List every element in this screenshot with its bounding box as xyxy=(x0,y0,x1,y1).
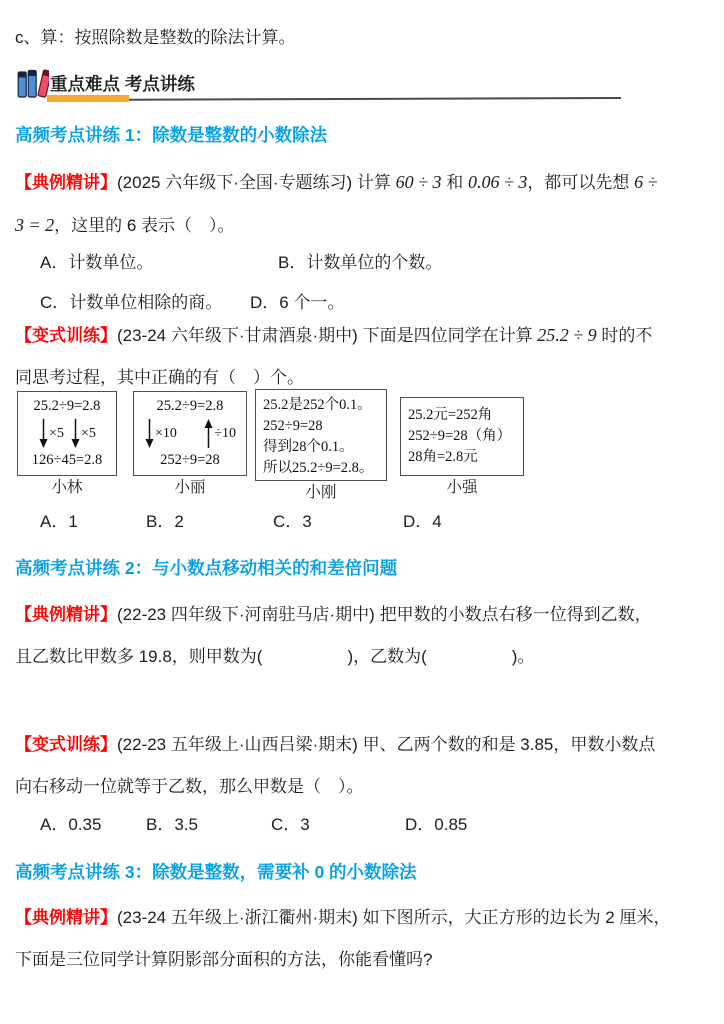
text-run: 时的不 xyxy=(596,326,653,345)
math-expression: 60 ÷ 3 xyxy=(395,172,442,192)
option-a: A．1 xyxy=(40,512,78,531)
text-run: 和 xyxy=(441,173,468,192)
text-run: 且乙数比甲数多 19.8，则甲数为( )，乙数为( )。 xyxy=(15,647,535,666)
text-run: 向右移动一位就等于乙数，那么甲数是（ ）。 xyxy=(15,777,364,796)
text-run: 同思考过程，其中正确的有（ ）个。 xyxy=(15,368,304,387)
equation-top: 25.2÷9=2.8 xyxy=(156,398,224,414)
paragraph-line xyxy=(15,897,709,939)
option-c: C．计数单位相除的商。 xyxy=(40,293,223,312)
option-c: C．3 xyxy=(271,815,310,834)
text-run: ，都可以先想 xyxy=(527,173,635,192)
text-run: (2025 六年级下·全国·专题练习) 计算 xyxy=(117,173,396,192)
math-expression: 6 ÷ xyxy=(634,172,658,192)
option-a: A．计数单位。 xyxy=(40,253,154,272)
paragraph-line xyxy=(15,724,709,766)
option-d: D．6 个一。 xyxy=(250,293,345,312)
arrow-label: ×5 xyxy=(49,425,64,441)
topic2-heading: 高频考点讲练 2：与小数点移动相关的和差倍问题 xyxy=(15,558,398,578)
section-tag: 【典例精讲】 xyxy=(15,605,117,624)
topic1-heading: 高频考点讲练 1：除数是整数的小数除法 xyxy=(15,125,328,145)
down-arrow-icon xyxy=(38,419,49,448)
option-a: A．0.35 xyxy=(40,815,102,834)
option-d: D．4 xyxy=(403,512,442,531)
topic1-options-row-ab xyxy=(40,242,709,284)
work-line: 25.2元=252角 xyxy=(408,407,493,423)
paragraph-line xyxy=(15,636,709,678)
section-tag: 【变式训练】 xyxy=(15,326,117,345)
arrow-label: ×10 xyxy=(155,425,177,441)
paragraph-line xyxy=(15,204,709,247)
student-box-xiaoqiang xyxy=(400,397,524,502)
student-name: 小丽 xyxy=(174,479,206,496)
section-tag: 【典例精讲】 xyxy=(15,173,117,192)
topic1-variation-paragraph xyxy=(15,314,709,399)
work-line: 得到28个0.1。 xyxy=(263,439,354,455)
student-box-xiaolin xyxy=(17,391,117,502)
down-arrow-icon xyxy=(70,419,81,448)
math-expression: 25.2 ÷ 9 xyxy=(537,325,597,345)
text-run: (22-23 五年级上·山西吕梁·期末) 甲、乙两个数的和是 3.85，甲数小数点 xyxy=(117,735,656,754)
student-box-xiaogang xyxy=(255,389,387,502)
topic3-heading: 高频考点讲练 3：除数是整数，需要补 0 的小数除法 xyxy=(15,862,417,882)
text-run: (23-24 五年级上·浙江衢州·期末) 如下图所示，大正方形的边长为 2 厘米， xyxy=(117,908,671,927)
student-name: 小强 xyxy=(446,479,478,496)
text-run: 下面是三位同学计算阴影部分面积的方法，你能看懂吗? xyxy=(15,950,433,969)
work-line: 所以25.2÷9=2.8。 xyxy=(263,460,374,476)
student-name: 小刚 xyxy=(305,484,337,501)
topic1-count-options-row xyxy=(40,501,709,543)
work-line: 28角=2.8元 xyxy=(408,449,478,465)
section-header-title: 重点难点 考点讲练 xyxy=(50,74,195,94)
books-icon xyxy=(17,63,49,101)
math-expression: 0.06 ÷ 3 xyxy=(467,172,528,192)
equation-top: 25.2÷9=2.8 xyxy=(33,398,101,414)
option-b: B．2 xyxy=(146,512,184,531)
yellow-highlight-bar xyxy=(47,95,129,102)
up-arrow-icon xyxy=(203,419,214,448)
topic2-options-row xyxy=(40,804,709,846)
student-name: 小林 xyxy=(51,479,83,496)
arrow-label: ×5 xyxy=(81,425,96,441)
topic2-example-paragraph xyxy=(15,594,709,678)
section-tag: 【变式训练】 xyxy=(15,735,117,754)
option-d: D．0.85 xyxy=(405,815,468,834)
work-line: 25.2是252个0.1。 xyxy=(263,397,372,413)
intro-line: c、算：按照除数是整数的除法计算。 xyxy=(15,28,296,47)
topic2-variation-paragraph xyxy=(15,724,709,808)
work-line: 252÷9=28 xyxy=(263,418,323,434)
paragraph-line xyxy=(15,939,709,981)
paragraph-line xyxy=(15,766,709,808)
text-run: (23-24 六年级下·甘肃酒泉·期中) 下面是四位同学在计算 xyxy=(117,326,538,345)
option-b: B．3.5 xyxy=(146,815,198,834)
student-boxes-row xyxy=(17,391,524,502)
text-run: ，这里的 6 表示（ ）。 xyxy=(54,216,235,235)
paragraph-line xyxy=(15,314,709,357)
equation-bottom: 126÷45=2.8 xyxy=(31,452,103,468)
header-rule-line xyxy=(47,97,621,101)
math-expression: 3 = 2 xyxy=(15,215,55,235)
topic1-example-paragraph xyxy=(15,161,709,247)
work-line: 252÷9=28（角） xyxy=(408,428,512,444)
paragraph-line xyxy=(15,161,709,204)
option-c: C．3 xyxy=(273,512,312,531)
equation-bottom: 252÷9=28 xyxy=(160,452,220,468)
down-arrow-icon xyxy=(144,419,155,448)
paragraph-line xyxy=(15,594,709,636)
arrow-label: ÷10 xyxy=(214,425,236,441)
section-tag: 【典例精讲】 xyxy=(15,908,117,927)
student-box-xiaoli xyxy=(133,391,247,502)
text-run: (22-23 四年级下·河南驻马店·期中) 把甲数的小数点右移一位得到乙数， xyxy=(117,605,652,624)
option-b: B．计数单位的个数。 xyxy=(278,253,443,272)
topic3-example-paragraph xyxy=(15,897,709,981)
